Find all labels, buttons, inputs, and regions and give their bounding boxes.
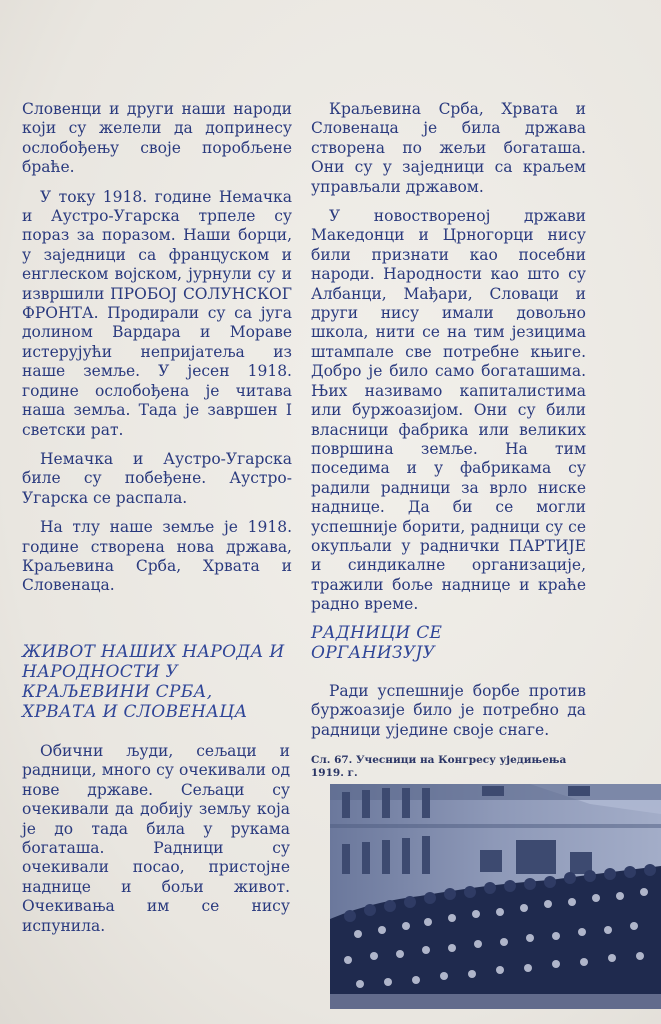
- paragraph: На тлу наше земље је 1918. године створена нова држава, Краљевина Срба, Хрвата и Словенаца.: [22, 518, 292, 595]
- paragraph: Словенци и други наши народи који су желели да допринесу ослобођењу своје поробљене браће.: [22, 100, 292, 177]
- figure-caption: Сл. 67. Учесници на Конгресу уједињења 1919. г.: [311, 754, 567, 779]
- left-column-text: [22, 100, 292, 606]
- right-column-text: [311, 100, 586, 625]
- paragraph: У новоствореној држави Македонци и Црногорци нису били признати као посебни народи. Народности као што су Албанци, Мађари, Словаци и други нису имали довољно школа, нити се на тим језицима штампале све потребне књиге. Добро је било само богаташима. Њих називамо капиталистима или буржоазијом. Они су били власници фабрика или великих површина земље. На тим поседима и у фабрикама су радили радници за врло ниске наднице. Да би се могли успешније борити, радници су се окупљали у раднички ПАРТИЈЕ и синдикалне организације, тражили боље наднице и краће радно време.: [311, 207, 586, 614]
- section-heading-workers: РАДНИЦИ СЕ ОРГАНИЗУЈУ: [311, 623, 443, 663]
- paragraph: Обични људи, сељаци и радници, много су очекивали од нове државе. Сељаци су очекивали да добију земљу која је до тада била у рукама богаташа. Радници су очекивали посао, пристојне наднице и бољи живот. Очекивања им се нису испунила.: [22, 742, 290, 935]
- paragraph: Краљевина Срба, Хрвата и Словенаца је била држава створена по жељи богаташа. Они су у заједници са краљем управљали државом.: [311, 100, 586, 196]
- section-heading-life: ЖИВОТ НАШИХ НАРОДА И НАРОДНОСТИ У КРАЉЕВИНИ СРБА, ХРВАТА И СЛОВЕНАЦА: [22, 642, 285, 722]
- paragraph: У току 1918. године Немачка и Аустро-Угарска трпеле су пораз за поразом. Наши борци, у заједници са француском и енглеском војском, јурнули су и извршили ПРОБОЈ СОЛУНСКОГ ФРОНТА. Продирали су са југа долином Вардара и Мораве истерујући непријатеља из наше земље. У јесен 1918. године ослобођена је читава наша земља. Тада је завршен I светски рат.: [22, 187, 292, 439]
- right-section-text: [311, 682, 586, 750]
- paragraph: Ради успешније борбе против буржоазије било је потребно да радници уједине своје снаге.: [311, 682, 586, 739]
- paragraph: Немачка и Аустро-Угарска биле су побеђене. Аустро-Угарска се распала.: [22, 449, 292, 507]
- left-section-text: [22, 742, 290, 946]
- congress-photo: [330, 784, 661, 1009]
